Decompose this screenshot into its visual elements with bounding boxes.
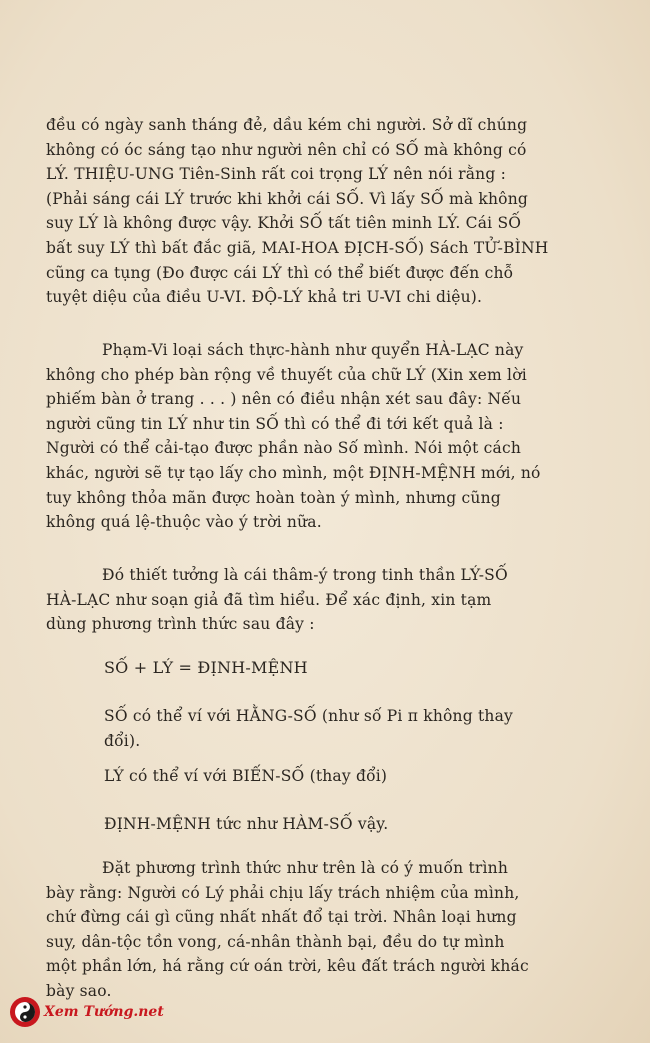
text-line: suy LÝ là không được vậy. Khởi SỐ tất tiên minh LÝ. Cái SỐ [46,214,522,233]
text-line: ĐỊNH-MỆNH tức như HÀM-SỐ vậy. [104,815,389,833]
equation-line: SỐ + LÝ = ĐỊNH-MỆNH [104,658,308,677]
text-line: dùng phương trình thức sau đây : [46,615,315,634]
paragraph-7 [46,856,584,1004]
text-line: một phần lớn, há rằng cứ oán trời, kêu đất trách người khác [46,957,529,976]
paragraph-2 [46,338,584,535]
text-line: (Phải sáng cái LÝ trước khi khởi cái SỐ. Vì lấy SỐ mà không [46,189,529,208]
text-line: tuy không thỏa mãn được hoàn toàn ý mình, nhưng cũng [46,488,501,507]
text-line: người cũng tin LÝ như tin SỐ thì có thể đi tới kết quả là : [46,414,504,433]
paragraph-6 [104,812,584,837]
watermark-text: Xem Tướng.net [44,1004,164,1020]
text-line: bày sao. [46,981,112,1000]
yin-yang-icon [10,997,40,1027]
site-watermark [10,992,170,1032]
text-line: bày rằng: Người có Lý phải chịu lấy trách nhiệm của mình, [46,883,520,902]
text-line: chứ đừng cái gì cũng nhất nhất đổ tại trời. Nhân loại hưng [46,908,517,927]
text-line: LÝ có thể ví với BIẾN-SỐ (thay đổi) [104,767,388,785]
equation [104,656,584,681]
text-line: Đó thiết tưởng là cái thâm-ý trong tinh thần LÝ-SỐ [102,566,508,584]
text-line: tuyệt diệu của điều U-VI. ĐỘ-LÝ khả tri U-VI chi diệu). [46,288,483,307]
text-line: Phạm-Vi loại sách thực-hành như quyển HÀ-LẠC này [102,341,524,359]
paragraph-5 [104,764,584,789]
text-line: LÝ. THIỆU-UNG Tiên-Sinh rất coi trọng LÝ nên nói rằng : [46,165,506,184]
text-line: SỐ có thể ví với HẰNG-SỐ (như số Pi π không thay [104,707,513,725]
text-line: HÀ-LẠC như soạn giả đã tìm hiểu. Để xác định, xin tạm [46,590,492,609]
text-line: cũng ca tụng (Đo được cái LÝ thì có thể biết được đến chỗ [46,263,514,282]
text-line: suy, dân-tộc tồn vong, cá-nhân thành bại, đều do tự mình [46,932,505,951]
paragraph-4 [104,704,584,753]
text-line: đổi). [104,731,141,750]
paragraph-1 [46,113,584,310]
text-line: bất suy LÝ thì bất đắc giã, MAI-HOA ĐỊCH-SỐ) Sách TỬ-BÌNH [46,238,549,257]
text-line: đều có ngày sanh tháng đẻ, dầu kém chi người. Sở dĩ chúng [46,116,528,134]
text-line: không cho phép bàn rộng về thuyết của chữ LÝ (Xin xem lời [46,365,527,384]
text-line: Người có thể cải-tạo được phần nào Số mình. Nói một cách [46,439,522,458]
text-line: Đặt phương trình thức như trên là có ý muốn trình [102,859,509,877]
text-line: phiếm bàn ở trang . . . ) nên có điều nhận xét sau đây: Nếu [46,390,522,409]
text-line: không có óc sáng tạo như người nên chỉ có SỐ mà không có [46,140,527,159]
paragraph-3 [46,563,584,637]
text-line: không quá lệ-thuộc vào ý trời nữa. [46,513,322,532]
text-line: khác, người sẽ tự tạo lấy cho mình, một ĐỊNH-MỆNH mới, nó [46,463,541,482]
